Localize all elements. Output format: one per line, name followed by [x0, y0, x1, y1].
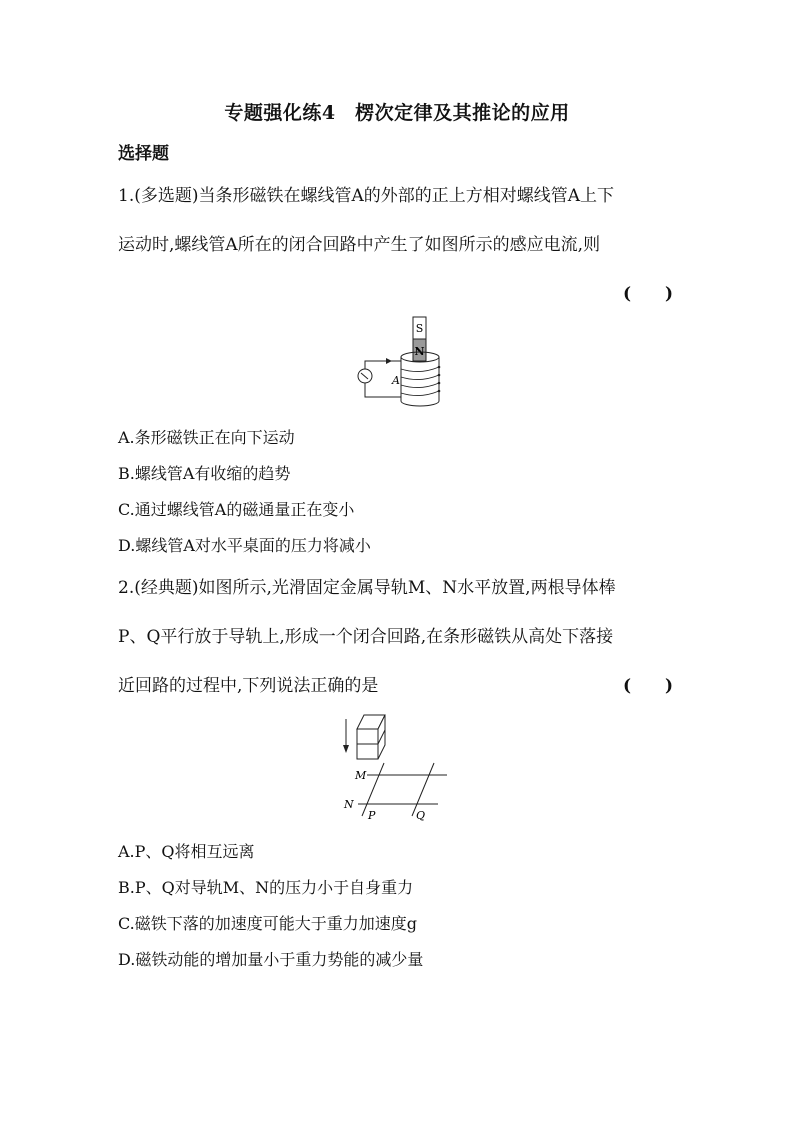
- current-arrow-icon: [386, 358, 392, 364]
- q1-figure: [350, 313, 460, 408]
- q1-option-b: B.螺线管A有收缩的趋势: [118, 464, 291, 483]
- q2-stem-line2: P、Q平行放于导轨上,形成一个闭合回路,在条形磁铁从高处下落接: [118, 627, 614, 647]
- magnet-s-label: S: [415, 322, 424, 335]
- q2-option-c: C.磁铁下落的加速度可能大于重力加速度g: [118, 914, 418, 933]
- rail-n-label: N: [344, 798, 354, 811]
- q2-stem-line1: 2.(经典题)如图所示,光滑固定金属导轨M、N水平放置,两根导体棒: [118, 578, 616, 598]
- q1-option-c: C.通过螺线管A的磁通量正在变小: [118, 500, 355, 519]
- q1-stem-line1: 1.(多选题)当条形磁铁在螺线管A的外部的正上方相对螺线管A上下: [118, 186, 615, 206]
- q1-answer-bracket: ( ): [623, 284, 674, 304]
- q2-answer-bracket: ( ): [623, 676, 674, 696]
- q2-figure: [340, 705, 455, 825]
- q2-stem-line3: 近回路的过程中,下列说法正确的是: [118, 676, 379, 696]
- q2-option-d: D.磁铁动能的增加量小于重力势能的减少量: [118, 950, 424, 969]
- q2-option-b: B.P、Q对导轨M、N的压力小于自身重力: [118, 878, 414, 897]
- rod-p-label: P: [368, 809, 376, 822]
- coil-label: A: [392, 374, 400, 387]
- magnet-n-label: N: [414, 345, 425, 358]
- section-heading: 选择题: [118, 144, 169, 164]
- q1-option-d: D.螺线管A对水平桌面的压力将减小: [118, 536, 371, 555]
- q1-option-a: A.条形磁铁正在向下运动: [118, 428, 295, 447]
- q1-stem-line2: 运动时,螺线管A所在的闭合回路中产生了如图所示的感应电流,则: [118, 235, 601, 255]
- page-title: 专题强化练4 楞次定律及其推论的应用: [224, 102, 570, 124]
- q2-option-a: A.P、Q将相互远离: [118, 842, 255, 861]
- rod-q-label: Q: [416, 809, 426, 822]
- rail-m-label: M: [355, 769, 367, 782]
